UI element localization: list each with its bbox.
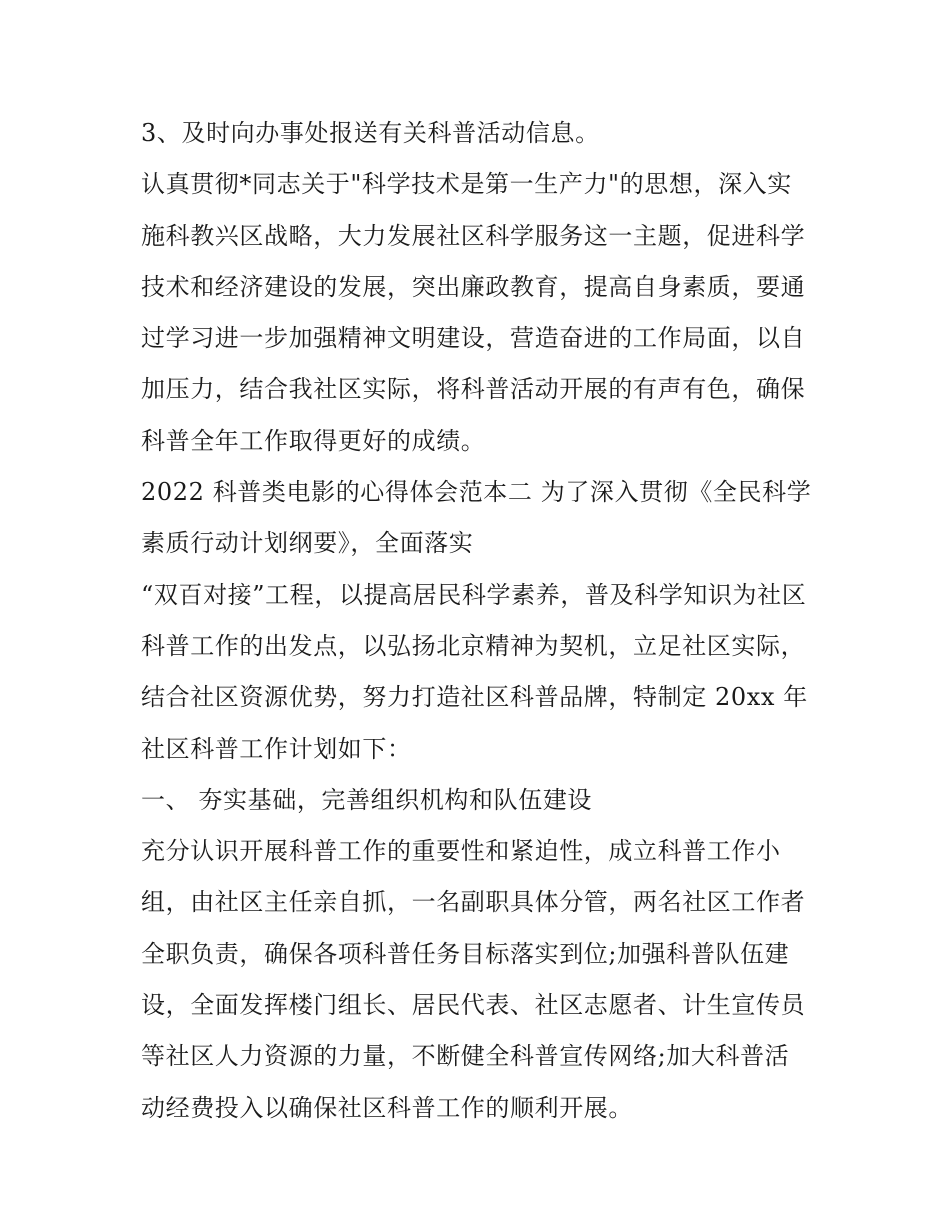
text-line: 社区科普工作计划如下： bbox=[141, 734, 412, 763]
text-line: 科普工作的出发点，以弘扬北京精神为契机，立足社区实际， bbox=[141, 631, 806, 660]
text-line: 3、及时向办事处报送有关科普活动信息。 bbox=[141, 119, 600, 147]
text-line: 动经费投入以确保社区科普工作的顺利开展。 bbox=[141, 1093, 633, 1122]
text-line: 组，由社区主任亲自抓，一名副职具体分管，两名社区工作者 bbox=[141, 888, 806, 917]
text-line: 施科教兴区战略，大力发展社区科学服务这一主题，促进科学 bbox=[141, 221, 806, 250]
section-heading: 一、 夯实基础，完善组织机构和队伍建设 bbox=[141, 785, 593, 814]
document-body bbox=[141, 108, 821, 1134]
text-line: 设，全面发挥楼门组长、居民代表、社区志愿者、计生宣传员 bbox=[141, 991, 806, 1020]
text-line: 技术和经济建设的发展，突出廉政教育，提高自身素质，要通 bbox=[141, 272, 806, 301]
text-line: 认真贯彻*同志关于"科学技术是第一生产力"的思想，深入实 bbox=[141, 170, 792, 199]
text-line: “双百对接”工程，以提高居民科学素养，普及科学知识为社区 bbox=[141, 580, 807, 609]
text-line: 过学习进一步加强精神文明建设，营造奋进的工作局面，以自 bbox=[141, 324, 806, 353]
text-line: 素质行动计划纲要》，全面落实 bbox=[141, 529, 474, 558]
text-line: 加压力，结合我社区实际，将科普活动开展的有声有色，确保 bbox=[141, 375, 806, 404]
text-line: 结合社区资源优势，努力打造社区科普品牌，特制定 20xx 年 bbox=[141, 683, 808, 712]
text-line: 2022 科普类电影的心得体会范本二 为了深入贯彻《全民科学 bbox=[141, 478, 812, 507]
text-line: 全职负责，确保各项科普任务目标落实到位;加强科普队伍建 bbox=[141, 939, 790, 968]
text-line: 充分认识开展科普工作的重要性和紧迫性，成立科普工作小 bbox=[141, 837, 781, 866]
text-line: 科普全年工作取得更好的成绩。 bbox=[141, 426, 486, 455]
text-line: 等社区人力资源的力量，不断健全科普宣传网络;加大科普活 bbox=[141, 1042, 790, 1071]
